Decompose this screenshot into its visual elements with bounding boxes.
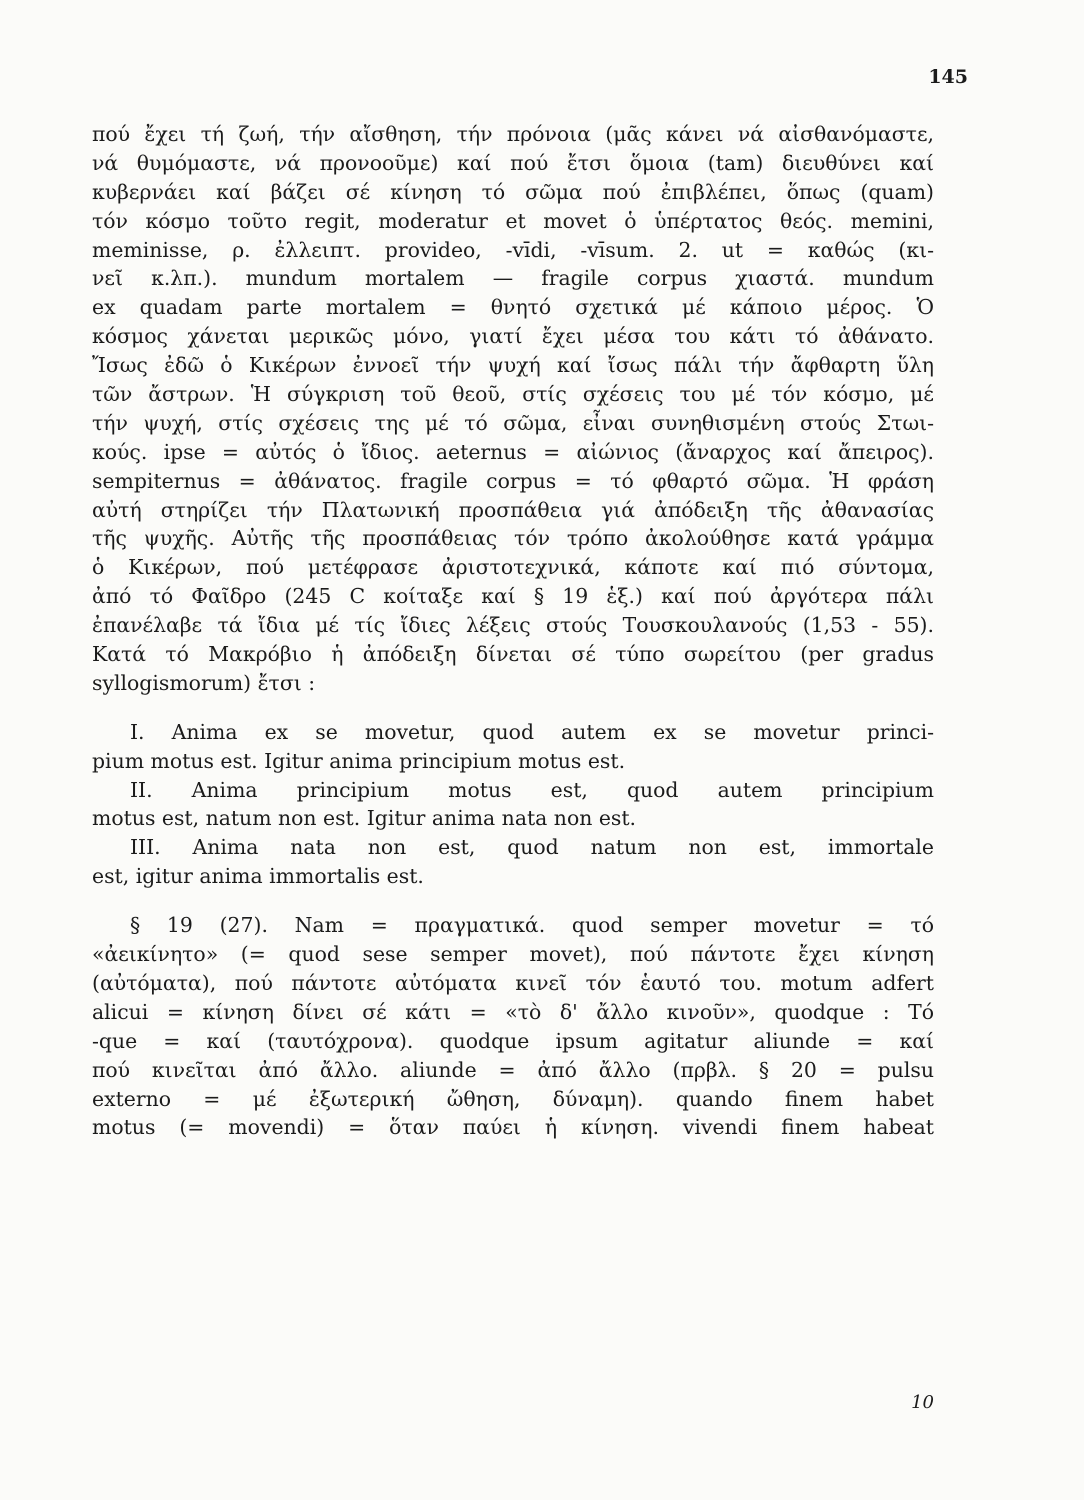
text-line: ὁ Κικέρων, πού μετέφρασε ἀριστοτεχνικά, κάποτε καί πιό σύντομα, — [92, 555, 934, 580]
text-line: νεῖ κ.λπ.). mundum mortalem — fragile corpus χιαστά. mundum — [92, 266, 934, 291]
text-line: motus (= movendi) = ὅταν παύει ἡ κίνηση. vivendi finem habeat — [92, 1115, 934, 1140]
spacer — [92, 698, 934, 718]
text-line: κυβερνάει καί βάζει σέ κίνηση τό σῶμα πού ἐπιβλέπει, ὅπως (quam) — [92, 179, 934, 204]
text-line: Ἴσως ἐδῶ ὁ Κικέρων ἐννοεῖ τήν ψυχή καί ἴσως πάλι τήν ἄφθαρτη ὕλη — [92, 353, 934, 378]
section-heading-line: § 19 (27). Nam = πραγματικά. quod semper movetur = τό — [130, 913, 934, 938]
text-line: κόσμος χάνεται μερικῶς μόνο, γιατί ἔχει μέσα του κάτι τό ἀθάνατο. — [92, 324, 934, 349]
text-line: πού ἔχει τή ζωή, τήν αἴσθηση, τήν πρόνοια (μᾶς κάνει νά αἰσθανόμαστε, — [92, 122, 934, 146]
spacer — [92, 891, 934, 911]
text-line: πού κινεῖται ἀπό ἄλλο. aliunde = ἀπό ἄλλο (πρβλ. § 20 = pulsu — [92, 1057, 934, 1082]
text-line: «ἀεικίνητο» (= quod sese semper movet), πού πάντοτε ἔχει κίνηση — [92, 942, 934, 967]
syllogism-rest-line: est, igitur anima immortalis est. — [92, 864, 424, 889]
syllogism-first-line: I. Anima ex se movetur, quod autem ex se movetur princi- — [130, 719, 934, 744]
syllogism-item — [92, 718, 934, 776]
text-line: externo = μέ ἐξωτερική ὤθηση, δύναμη). quando finem habet — [92, 1086, 934, 1111]
text-line: τῆς ψυχῆς. Αὐτῆς τῆς προσπάθειας τόν τρόπο ἀκολούθησε κατά γράμμα — [92, 526, 934, 551]
text-line: syllogismorum) ἔτσι : — [92, 670, 316, 695]
text-line: alicui = κίνηση δίνει σέ κάτι = «τὸ δ' ἄλλο κινοῦν», quodque : Τό — [92, 999, 934, 1024]
text-line: meminisse, ρ. ἐλλειπτ. provideo, -vīdi, -vīsum. 2. ut = καθώς (κι- — [92, 237, 934, 262]
text-line: ἐπανέλαβε τά ἴδια μέ τίς ἴδιες λέξεις στούς Τουσκουλανούς (1,53 - 55). — [92, 613, 934, 638]
text-line: ἀπό τό Φαῖδρο (245 C κοίταξε καί § 19 ἑξ.) καί πού ἀργότερα πάλι — [92, 584, 934, 609]
text-line: sempiternus = ἀθάνατος. fragile corpus = τό φθαρτό σῶμα. Ἡ φράση — [92, 468, 934, 493]
text-line: (αὐτόματα), πού πάντοτε αὐτόματα κινεῖ τόν ἑαυτό του. motum adfert — [92, 970, 934, 995]
section-paragraph — [92, 911, 934, 1142]
commentary-paragraph — [92, 120, 934, 698]
syllogism-block — [92, 718, 934, 891]
text-line: ex quadam parte mortalem = θνητό σχετικά μέ κάποιο μέρος. Ὁ — [92, 295, 934, 320]
syllogism-rest-line: motus est, natum non est. Igitur anima nata non est. — [92, 806, 637, 831]
text-line: τήν ψυχή, στίς σχέσεις της μέ τό σῶμα, εἶναι συνηθισμένη στούς Στωι- — [92, 410, 934, 435]
syllogism-item — [92, 833, 934, 891]
syllogism-rest-line: pium motus est. Igitur anima principium motus est. — [92, 748, 626, 773]
text-line: -que = καί (ταυτόχρονα). quodque ipsum agitatur aliunde = καί — [92, 1028, 934, 1053]
text-line: τῶν ἄστρων. Ἡ σύγκριση τοῦ θεοῦ, στίς σχέσεις του μέ τόν κόσμο, μέ — [92, 382, 934, 407]
page-number: 145 — [928, 66, 968, 88]
syllogism-first-line: III. Anima nata non est, quod natum non est, immortale — [130, 835, 934, 860]
text-line: κούς. ipse = αὐτός ὁ ἴδιος. aeternus = αἰώνιος (ἄναρχος καί ἄπειρος). — [92, 439, 934, 464]
text-line: τόν κόσμο τοῦτο regit, moderatur et movet ὁ ὑπέρτατος θεός. memini, — [92, 208, 934, 233]
text-line: Κατά τό Μακρόβιο ἡ ἀπόδειξη δίνεται σέ τύπο σωρείτου (per gradus — [92, 642, 934, 667]
syllogism-first-line: II. Anima principium motus est, quod autem principium — [130, 777, 934, 802]
text-line: αὐτή στηρίζει τήν Πλατωνική προσπάθεια γιά ἀπόδειξη τῆς ἀθανασίας — [92, 497, 934, 522]
syllogism-item — [92, 776, 934, 834]
signature-mark: 10 — [911, 1392, 934, 1413]
text-line: νά θυμόμαστε, νά προνοοῦμε) καί πού ἔτσι ὅμοια (tam) διευθύνει καί — [92, 150, 934, 175]
page-body — [92, 120, 934, 1142]
